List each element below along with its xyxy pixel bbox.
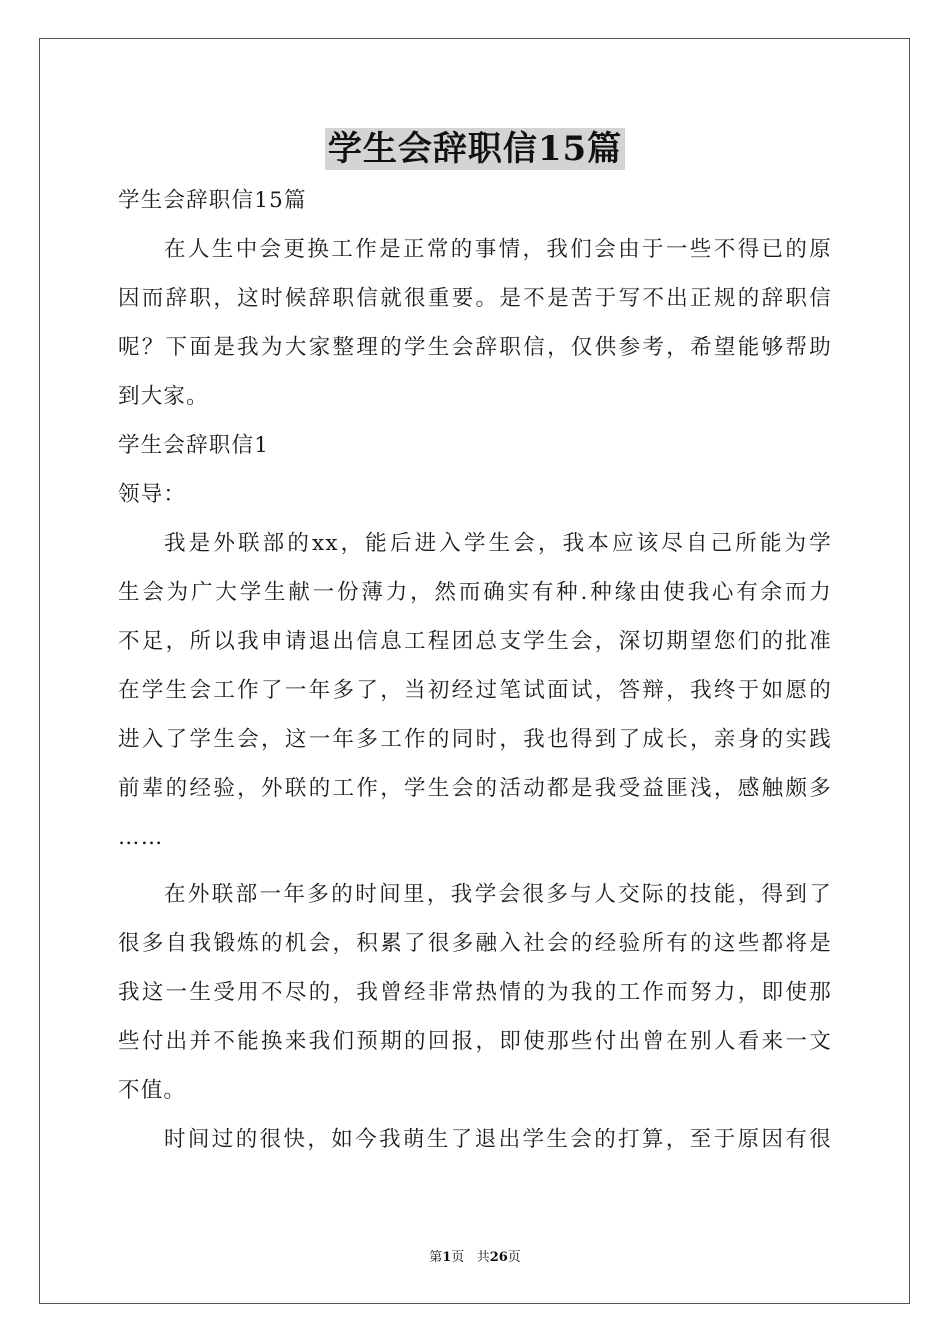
document-subtitle: 学生会辞职信15篇 [118, 188, 307, 213]
title-container [0, 128, 950, 170]
page-prefix: 第 [429, 1250, 443, 1265]
intro-line: 因而辞职，这时候辞职信就很重要。是不是苦于写不出正规的辞职信 [118, 286, 832, 311]
salutation: 领导： [118, 482, 187, 507]
intro-line: 呢？下面是我为大家整理的学生会辞职信，仅供参考，希望能够帮助 [118, 335, 832, 360]
document-body [118, 176, 832, 1164]
intro-line: 到大家。 [118, 384, 209, 409]
paragraph-line: 生会为广大学生献一份薄力，然而确实有种.种缘由使我心有余而力 [118, 580, 832, 605]
document-title: 学生会辞职信15篇 [325, 128, 625, 170]
letter-heading: 学生会辞职信1 [118, 433, 270, 458]
paragraph-line: …… [118, 825, 164, 850]
total-suffix: 页 [507, 1250, 521, 1265]
page-number: 1 [442, 1250, 452, 1265]
paragraph-line: 在外联部一年多的时间里，我学会很多与人交际的技能，得到了 [164, 882, 832, 907]
paragraph-line: 在学生会工作了一年多了，当初经过笔试面试，答辩，我终于如愿的 [118, 678, 832, 703]
page-footer [0, 1246, 950, 1265]
paragraph-line: 不足，所以我申请退出信息工程团总支学生会，深切期望您们的批准 [118, 629, 832, 654]
paragraph-line: 进入了学生会，这一年多工作的同时，我也得到了成长，亲身的实践 [118, 727, 832, 752]
paragraph-line: 很多自我锻炼的机会，积累了很多融入社会的经验所有的这些都将是 [118, 931, 832, 956]
paragraph-line: 些付出并不能换来我们预期的回报，即使那些付出曾在别人看来一文 [118, 1029, 832, 1054]
paragraph-line: 前辈的经验，外联的工作，学生会的活动都是我受益匪浅，感触颇多 [118, 776, 832, 801]
paragraph-line: 我这一生受用不尽的，我曾经非常热情的为我的工作而努力，即使那 [118, 980, 832, 1005]
paragraph-line: 时间过的很快，如今我萌生了退出学生会的打算，至于原因有很 [164, 1127, 832, 1152]
paragraph-line: 我是外联部的xx，能后进入学生会，我本应该尽自己所能为学 [164, 531, 832, 556]
page-suffix: 页 [451, 1250, 465, 1265]
paragraph-gap [118, 862, 832, 870]
total-pages: 26 [489, 1250, 508, 1265]
total-prefix: 共 [476, 1250, 490, 1265]
intro-line: 在人生中会更换工作是正常的事情，我们会由于一些不得已的原 [164, 237, 832, 262]
paragraph-line: 不值。 [118, 1078, 187, 1103]
